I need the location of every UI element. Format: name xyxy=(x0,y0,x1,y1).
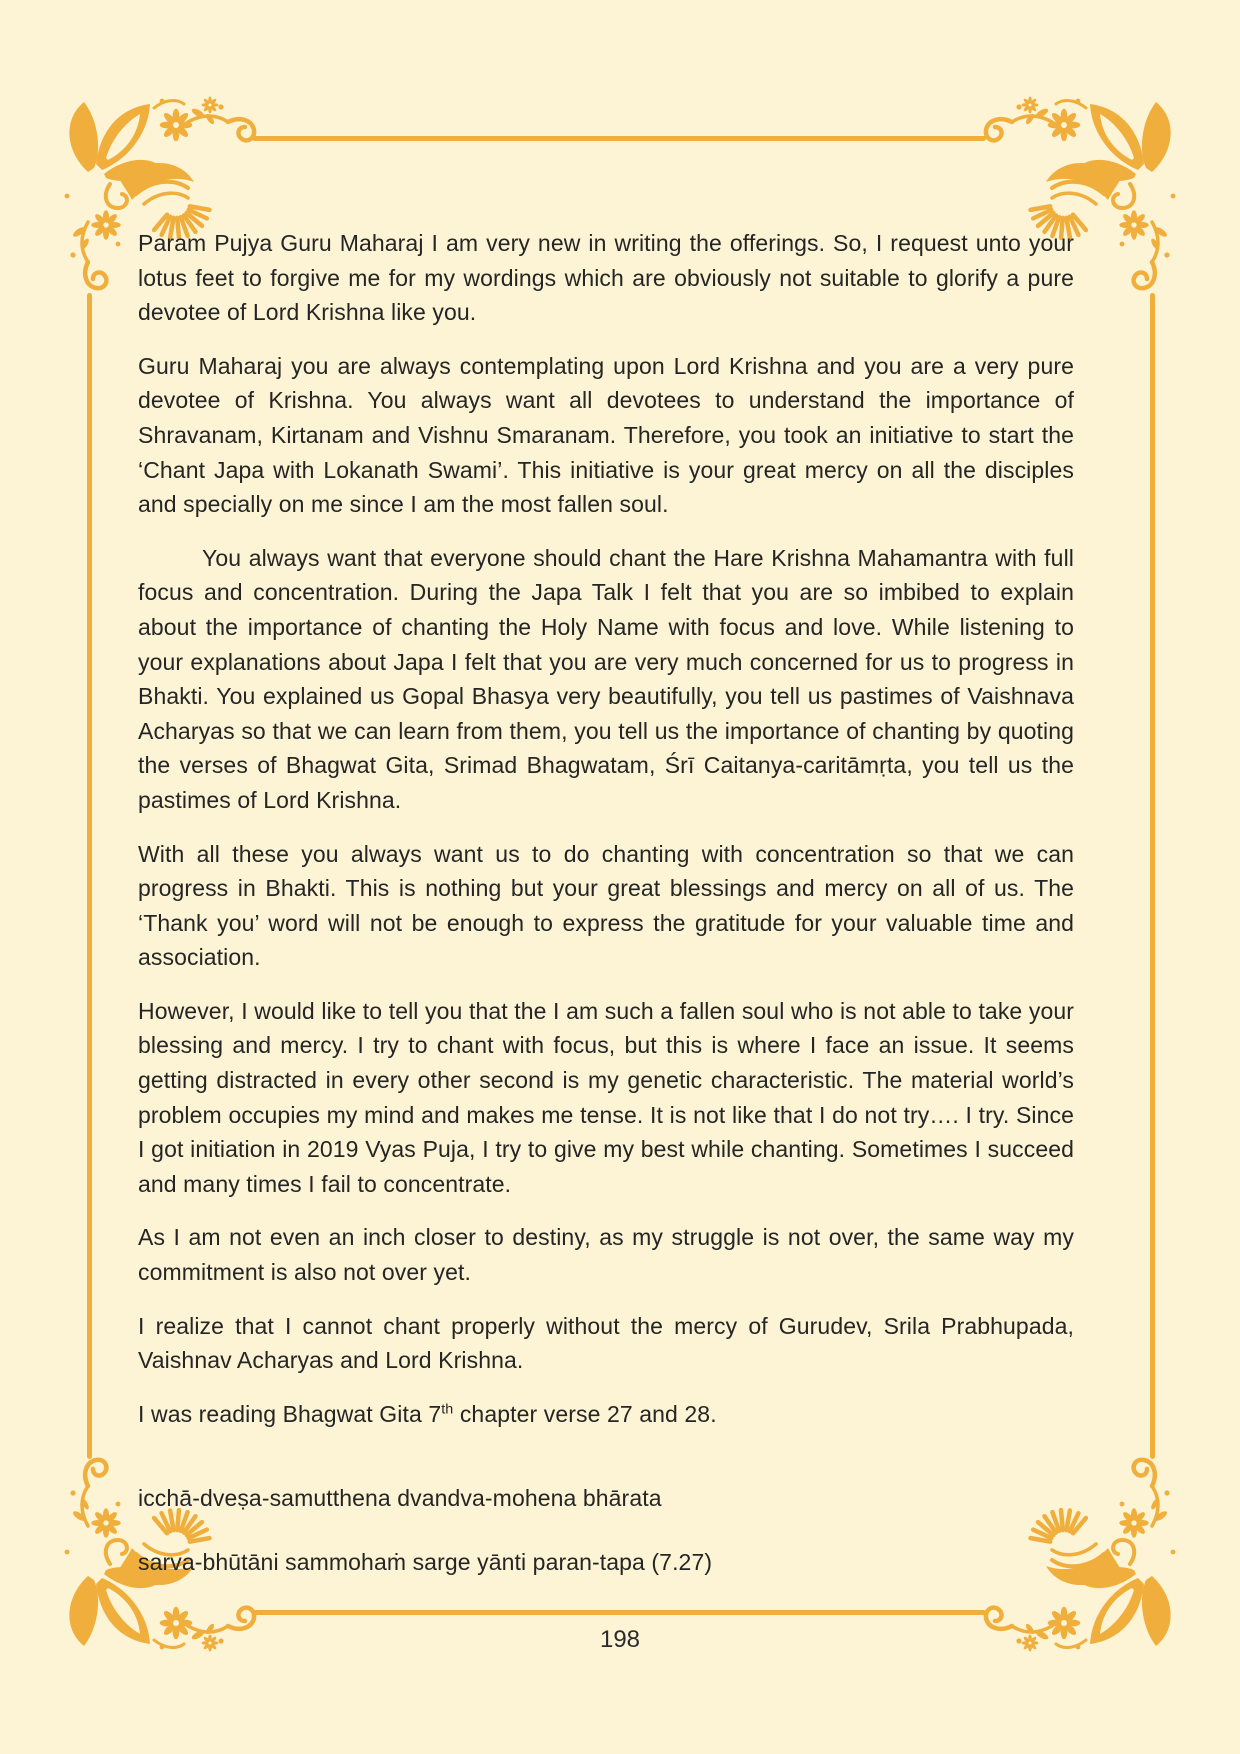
paragraph-7: I realize that I cannot chant properly without the mercy of Gurudev, Srila Prabhupada, Vaishnav Acharyas and Lord Krishna. xyxy=(138,1312,1074,1374)
ordinal-superscript: th xyxy=(441,1401,454,1418)
paragraph-1: Param Pujya Guru Maharaj I am very new in writing the offerings. So, I request unto your lotus feet to forgive me for my wordings which are obviously not suitable to glorify a pure devotee of Lord Krishna like you. xyxy=(138,230,1074,326)
paragraph-2: Guru Maharaj you are always contemplating upon Lord Krishna and you are a very pure devotee of Krishna. You always want all devotees to understand the importance of Shravanam, Kirtanam and Vishnu Smaranam. Therefore, you took an initiative to start the ‘Chant Japa with Lokanath Swami’. This initiative is your great mercy on all the disciples and specially on me since I am the most fallen soul. xyxy=(138,352,1074,518)
gita-reference-text-after: chapter verse 27 and 28. xyxy=(453,1400,717,1427)
sanskrit-verse-line-1: icchā-dveṣa-samutthena dvandva-mohena bhārata xyxy=(138,1485,662,1512)
paragraph-6: As I am not even an inch closer to destiny, as my struggle is not over, the same way my commitment is also not over yet. xyxy=(138,1224,1074,1286)
sanskrit-verse-line-2: sarva-bhūtāni sammohaṁ sarge yānti paran-tapa (7.27) xyxy=(138,1549,713,1575)
frame-line-left xyxy=(87,293,92,1459)
gita-reference xyxy=(138,1397,1074,1432)
frame-line-right xyxy=(1150,293,1155,1459)
frame-line-top xyxy=(252,136,986,141)
paragraph-3: You always want that everyone should chant the Hare Krishna Mahamantra with full focus and concentration. During the Japa Talk I felt that you are so imbibed to explain about the importance of chanting the Holy Name with focus and love. While listening to your explanations about Japa I felt that you are very much concerned for us to progress in Bhakti. You explained us Gopal Bhasya very beautifully, you tell us pastimes of Vaishnava Acharyas so that we can learn from them, you tell us the importance of chanting by quoting the verses of Bhagwat Gita, Srimad Bhagwatam, Śrī Caitanya-caritāmṛta, you tell us the pastimes of Lord Krishna. xyxy=(138,544,1074,813)
paragraph-4: With all these you always want us to do chanting with concentration so that we can progress in Bhakti. This is nothing but your great blessings and mercy on all of us. The ‘Thank you’ word will not be enough to express the gratitude for your valuable time and association. xyxy=(138,840,1074,971)
frame-line-bottom xyxy=(252,1610,986,1615)
offering-text xyxy=(138,226,1074,1609)
gita-reference-text: I was reading Bhagwat Gita 7 xyxy=(138,1400,442,1427)
page-number: 198 xyxy=(599,1626,641,1653)
paragraph-5: However, I would like to tell you that the I am such a fallen soul who is not able to take your blessing and mercy. I try to chant with focus, but this is where I face an issue. It seems getting distracted in every other second is my genetic characteristic. The material world’s problem occupies my mind and makes me tense. It is not like that I do not try…. I try. Since I got initiation in 2019 Vyas Puja, I try to give my best while chanting. Sometimes I succeed and many times I fail to concentrate. xyxy=(138,997,1074,1197)
